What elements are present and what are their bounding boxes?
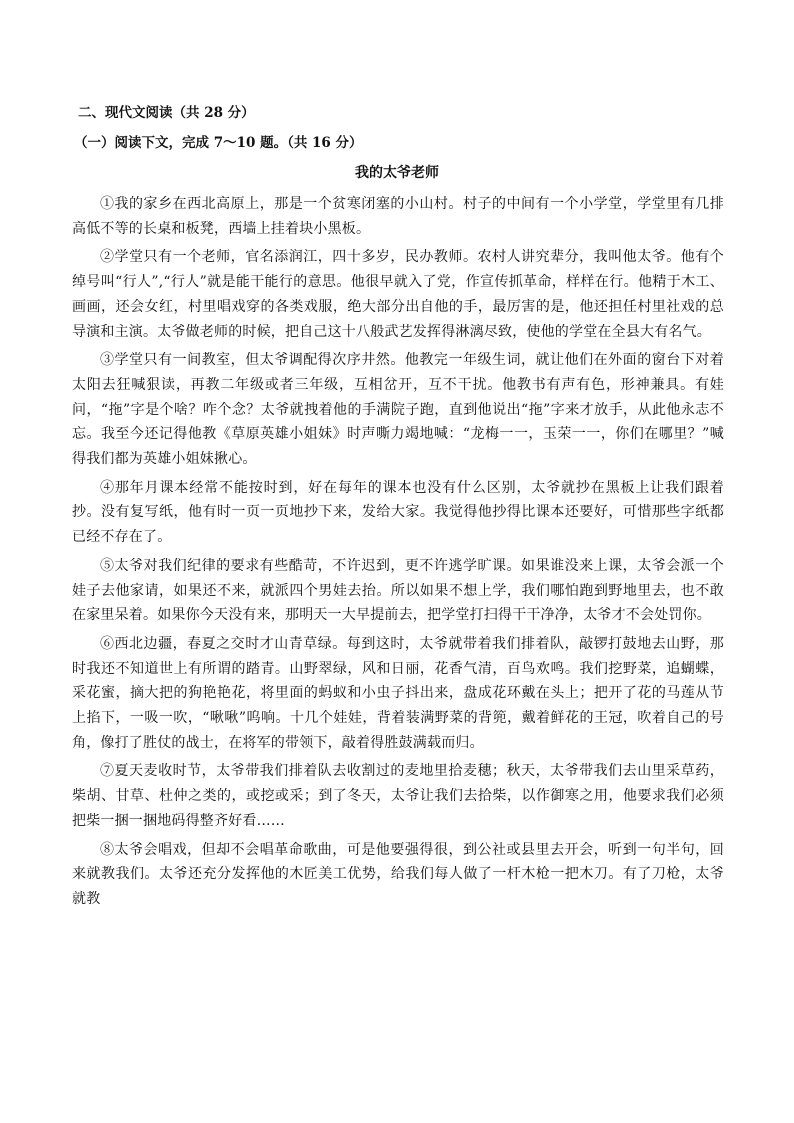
paragraph-2: ②学堂只有一个老师，官名添润江，四十多岁，民办教师。农村人讲究辈分，我叫他太爷。他有个绰号叫“行人”,“行人”就是能干能行的意思。他很早就入了党，作宣传抓革命，样样在行。他精于木工、画画，还会女红，村里唱戏穿的各类戏服，绝大部分出自他的手，最厉害的是，他还担任村里社戏的总导演和主演。太爷做老师的时候，把自己这十八般武艺发挥得淋漓尽致，使他的学堂在全县大有名气。 — [72, 249, 724, 340]
article-title: 我的太爷老师 — [355, 165, 439, 181]
paragraph-4: ④那年月课本经常不能按时到，好在每年的课本也没有什么区别，太爷就抄在黑板上让我们跟着抄。没有复写纸，他有时一页一页地抄下来，发给大家。我觉得他抄得比课本还要好，可惜那些字纸都已经不存在了。 — [72, 479, 724, 546]
subsection-heading: （一）阅读下文，完成 7～10 题。（共 16 分） — [74, 135, 363, 151]
paragraph-8: ⑧太爷会唱戏，但却不会唱革命歌曲，可是他要强得很，到公社或县里去开会，听到一句半句，回来就教我们。太爷还充分发挥他的木匠美工优势，给我们每人做了一杆木枪一把木刀。有了刀枪，太爷就教 — [72, 841, 724, 907]
paragraph-7: ⑦夏天麦收时节，太爷带我们排着队去收割过的麦地里拾麦穗；秋天，太爷带我们去山里采草药，柴胡、甘草、杜仲之类的，或挖或采；到了冬天，太爷让我们去拾柴，以作御寒之用，他要求我们必须把柴一捆一捆地码得整齐好看…… — [72, 763, 724, 829]
article-body — [72, 192, 724, 916]
paragraph-1: ①我的家乡在西北高原上，那是一个贫寒闭塞的小山村。村子的中间有一个小学堂，学堂里有几排高低不等的长桌和板凳，西墙上挂着块小黑板。 — [72, 196, 724, 237]
paragraph-6: ⑥西北边疆，春夏之交时才山青草绿。每到这时，太爷就带着我们排着队，敲锣打鼓地去山野，那时我还不知道世上有所谓的踏青。山野翠绿，风和日丽，花香气清，百鸟欢鸣。我们挖野菜，追蝴蝶，采花蜜，摘大把的狗艳艳花，将里面的蚂蚁和小虫子抖出来，盘成花环戴在头上；把开了花的马莲从节上掐下，一吸一吹，“啾啾”呜响。十几个娃娃，背着装满野菜的背篼，戴着鲜花的王冠，吹着自己的号角，像打了胜仗的战士，在将军的带领下，敲着得胜鼓满载而归。 — [72, 635, 724, 751]
section-heading: 二、现代文阅读（共 28 分） — [78, 105, 255, 121]
paragraph-3: ③学堂只有一间教室，但太爷调配得次序井然。他教完一年级生词，就让他们在外面的窗台下对着太阳去狂喊狠读，再教二年级或者三年级，互相岔开，互不干扰。他教书有声有色，形神兼具。有娃问，“拖”字是个啥？咋个念？太爷就拽着他的手满院子跑，直到他说出“拖”字来才放手，从此他永志不忘。我至今还记得他教《草原英雄小姐妹》时声嘶力竭地喊：“龙梅一一，玉荣一一，你们在哪里？”喊得我们都为英雄小姐妹揪心。 — [72, 352, 724, 468]
paragraph-5: ⑤太爷对我们纪律的要求有些酷苛，不许迟到，更不许逃学旷课。如果谁没来上课，太爷会派一个娃子去他家请，如果还不来，就派四个男娃去抬。所以如果不想上学，我们哪怕跑到野地里去，也不敢在家里呆着。如果你今天没有来，那明天一大早提前去，把学堂打扫得干干净净，太爷才不会处罚你。 — [72, 557, 724, 624]
